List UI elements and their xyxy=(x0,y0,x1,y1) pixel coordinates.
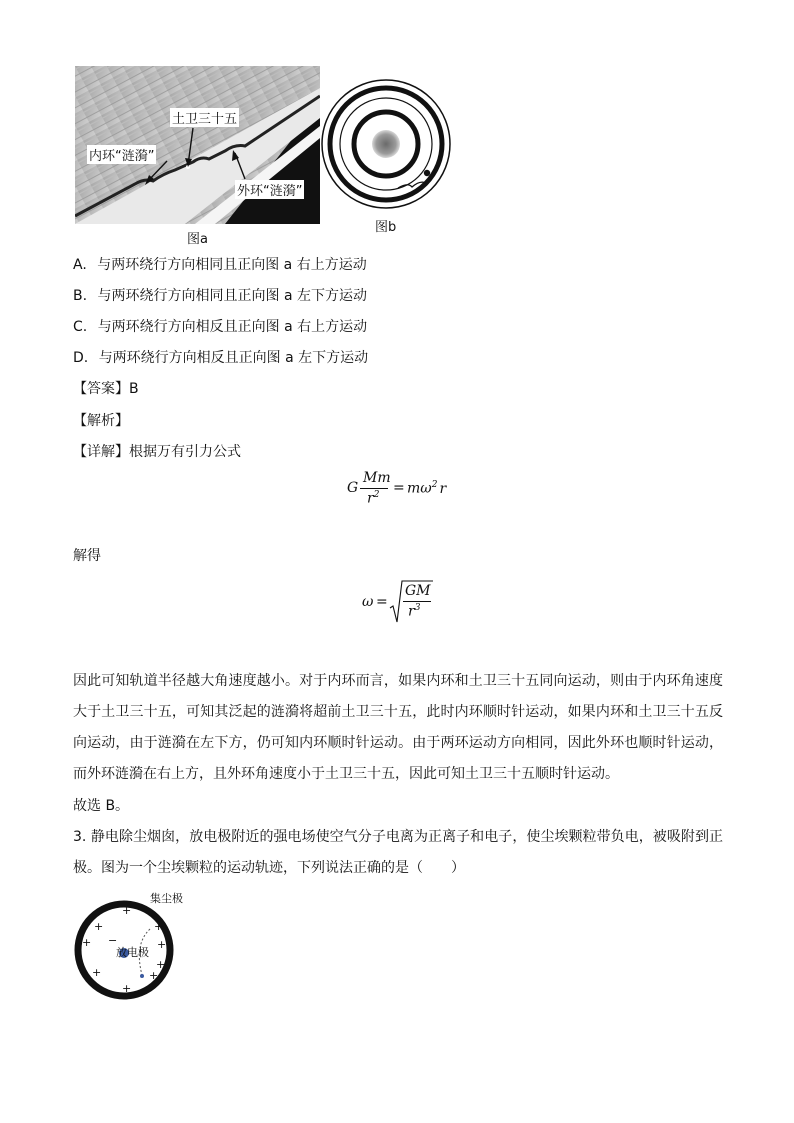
option-d xyxy=(73,348,368,368)
option-text: 与两环绕行方向相同且正向图 a 左下方运动 xyxy=(97,288,367,304)
figure-b-caption: 图b xyxy=(375,220,397,235)
plus-sign: + xyxy=(94,920,104,933)
conclusion: 故选 B。 xyxy=(73,798,130,814)
question-text: 静电除尘烟囱，放电极附近的强电场使空气分子电离为正离子和电子，使尘埃颗粒带负电，被吸附到正极。图为一个尘埃颗粒的运动轨迹，下列说法正确的是（ ） xyxy=(73,829,723,876)
figure-a xyxy=(75,66,320,224)
option-letter: B. xyxy=(73,288,88,304)
inner-ripple-label: 内环“涟漪” xyxy=(87,145,156,164)
plus-sign: + xyxy=(149,969,159,982)
answer-value: B xyxy=(129,381,139,397)
question-3 xyxy=(73,822,723,884)
formula-omega xyxy=(362,578,442,624)
outer-ripple-label: 外环“涟漪” xyxy=(235,180,304,199)
detail-tag: 【详解】 xyxy=(73,444,129,460)
satellite-label: 土卫三十五 xyxy=(170,108,239,127)
option-letter: D. xyxy=(73,350,89,366)
plus-sign: + xyxy=(82,936,92,949)
plus-sign: + xyxy=(154,920,164,933)
formula-sqrt-num: GM xyxy=(405,583,431,599)
minus-sign: − xyxy=(108,934,118,947)
detail-intro: 根据万有引力公式 xyxy=(129,444,241,460)
formula-omega-lhs: ω xyxy=(362,594,374,610)
detail-line xyxy=(73,442,241,462)
plus-sign: + xyxy=(92,966,102,979)
question-number: 3. xyxy=(73,829,87,845)
formula-fraction-num: Mm xyxy=(363,470,391,486)
figure-3 xyxy=(72,890,192,1000)
plus-sign: + xyxy=(122,982,132,995)
answer-line xyxy=(73,379,139,399)
option-c xyxy=(73,317,367,337)
figure-a-caption: 图a xyxy=(187,232,208,247)
option-letter: C. xyxy=(73,319,88,335)
option-b xyxy=(73,286,367,306)
option-text: 与两环绕行方向相反且正向图 a 左下方运动 xyxy=(98,350,369,366)
analysis-tag: 【解析】 xyxy=(73,413,129,429)
solve-word: 解得 xyxy=(73,548,101,564)
formula-g: G xyxy=(347,480,359,496)
plus-sign: + xyxy=(157,938,167,951)
formula-equals: = xyxy=(376,594,388,610)
plus-sign: + xyxy=(156,958,166,971)
electrode-label: 放电极 xyxy=(116,946,149,959)
formula-gravitation xyxy=(347,470,467,510)
fraction-bar xyxy=(360,488,388,489)
plus-sign: + xyxy=(122,904,132,917)
answer-tag: 【答案】 xyxy=(73,381,129,397)
formula-sqrt-den: $r^3$ xyxy=(408,603,421,620)
explanation-paragraph: 因此可知轨道半径越大角速度越小。对于内环而言，如果内环和土卫三十五同向运动，则由于内环角速度大于土卫三十五，可知其泛起的涟漪将超前土卫三十五，此时内环顺时针运动，如果内环和土卫三十五反向运动，由于涟漪在左下方，仍可知内环顺时针运动。由于两环运动方向相同，因此外环也顺时针运动，而外环涟漪在右上方，且外环角速度小于土卫三十五，因此可知土卫三十五顺时针运动。 xyxy=(73,673,723,782)
option-text: 与两环绕行方向相反且正向图 a 右上方运动 xyxy=(97,319,368,335)
option-text: 与两环绕行方向相同且正向图 a 右上方运动 xyxy=(97,257,367,273)
formula-equals: = xyxy=(393,480,405,496)
formula-rhs: $m\omega^2$ r xyxy=(407,480,447,497)
collector-label: 集尘极 xyxy=(150,892,183,905)
fraction-bar xyxy=(403,601,431,602)
option-letter: A. xyxy=(73,257,87,273)
satellite-dot xyxy=(424,170,430,176)
dust-particle xyxy=(140,974,144,978)
formula-fraction-den: $r^2$ xyxy=(367,490,380,507)
option-a xyxy=(73,255,367,275)
figure-b-rings xyxy=(320,66,452,210)
